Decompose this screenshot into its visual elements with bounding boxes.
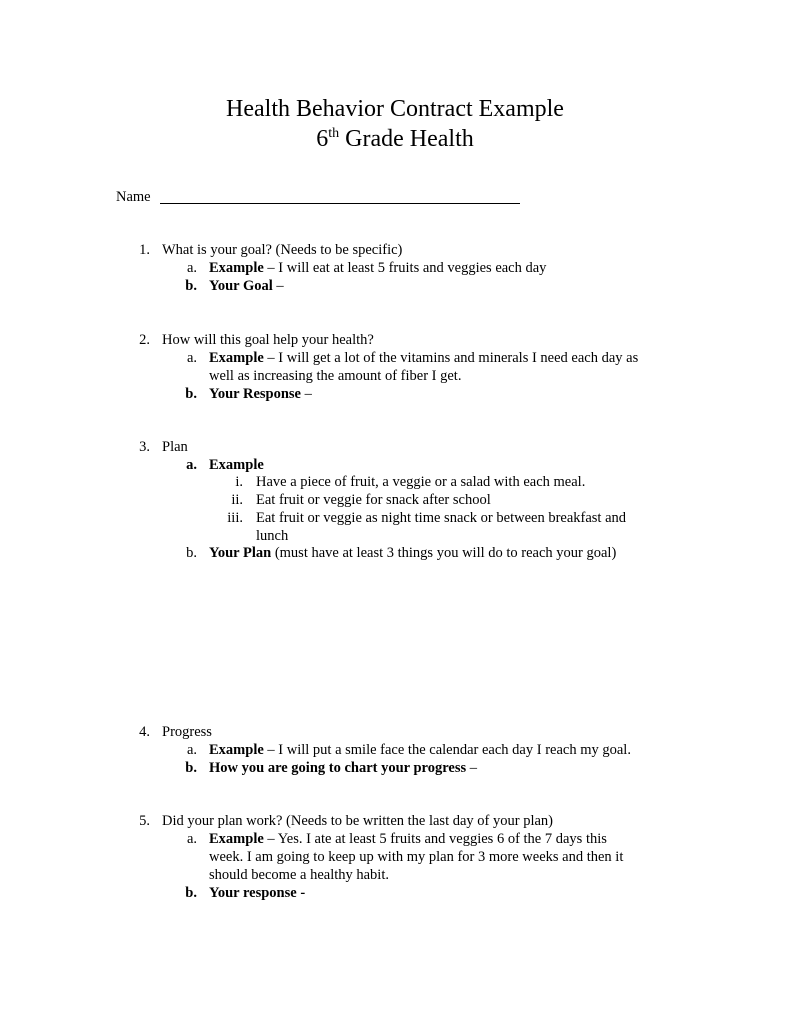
marker-b: b. [185,386,197,402]
section-3-heading: Plan [162,439,188,455]
section-1-example [209,259,546,277]
section-3-example-label [209,456,264,474]
section-5-question: Did your plan work? (Needs to be written the last day of your plan) [162,813,553,829]
section-1-b-marker [177,277,197,295]
example-text: – Yes. I ate at least 5 fruits and veggies 6 of the 7 days this [263,831,607,847]
section-5-your-response [209,884,305,902]
your-plan-instructions: (must have at least 3 things you will do to reach your goal) [271,545,617,561]
section-4-number: 4. [139,724,150,740]
chart-progress-dash: – [466,760,477,776]
document-title: Health Behavior Contract Example [226,96,564,122]
section-1-a-marker: a. [186,260,197,276]
subtitle-rest: Grade Health [339,126,474,152]
plan-item-i: Have a piece of fruit, a veggie or a salad with each meal. [256,474,586,490]
subtitle-grade: 6 [316,126,329,152]
your-goal-dash: – [272,278,284,294]
your-plan-label: Your Plan [209,545,272,561]
your-response-dash: – [300,386,312,402]
plan-item-iii-marker: iii. [227,510,243,526]
section-3-b-marker: b. [186,545,197,561]
section-5-number: 5. [139,813,150,829]
chart-progress-label: How you are going to chart your progress [209,760,467,776]
document-subtitle [0,125,790,153]
plan-item-iii-continued: lunch [256,528,289,544]
section-4-example [209,741,631,759]
section-2-question: How will this goal help your health? [162,332,374,348]
plan-item-i-marker: i. [235,474,243,490]
section-4-a-marker: a. [186,742,197,758]
your-response-label: Your response [209,885,297,901]
section-5-example-continued-2: should become a healthy habit. [209,867,389,883]
name-blank-line[interactable] [160,203,520,204]
section-2-number: 2. [139,332,150,348]
section-5-b-marker [177,884,197,902]
section-4-heading: Progress [162,724,212,740]
example-label: Example [209,350,264,366]
example-text: – I will put a smile face the calendar each day I reach my goal. [263,742,631,758]
section-5-example [209,830,607,848]
section-5-example-continued-1: week. I am going to keep up with my plan for 3 more weeks and then it [209,849,624,865]
marker-a: a. [186,457,197,473]
section-2-your-response [209,385,312,403]
section-2-example-continued: well as increasing the amount of fiber I get. [209,368,462,384]
example-text: – I will get a lot of the vitamins and minerals I need each day as [263,350,639,366]
example-label: Example [209,457,264,473]
plan-item-ii: Eat fruit or veggie for snack after school [256,492,491,508]
plan-item-ii-marker: ii. [231,492,243,508]
section-2-example [209,349,638,367]
your-response-dash: - [296,885,306,901]
example-label: Example [209,742,264,758]
section-2-b-marker [177,385,197,403]
example-label: Example [209,260,264,276]
section-1-number: 1. [139,242,150,258]
example-text: – I will eat at least 5 fruits and veggies each day [263,260,547,276]
plan-item-iii: Eat fruit or veggie as night time snack or between breakfast and [256,510,627,526]
your-goal-label: Your Goal [209,278,273,294]
section-5-a-marker: a. [186,831,197,847]
marker-b: b. [185,760,197,776]
your-response-label: Your Response [209,386,301,402]
marker-b: b. [185,278,197,294]
section-4-chart-progress [209,759,477,777]
example-label: Example [209,831,264,847]
section-3-your-plan [209,544,616,562]
section-1-your-goal [209,277,284,295]
section-2-a-marker: a. [186,350,197,366]
section-3-number: 3. [139,439,150,455]
marker-b: b. [185,885,197,901]
section-4-b-marker [177,759,197,777]
section-1-question: What is your goal? (Needs to be specific) [162,242,403,258]
subtitle-superscript: th [328,126,340,141]
section-3-a-marker [177,456,197,474]
name-label: Name [116,189,151,205]
